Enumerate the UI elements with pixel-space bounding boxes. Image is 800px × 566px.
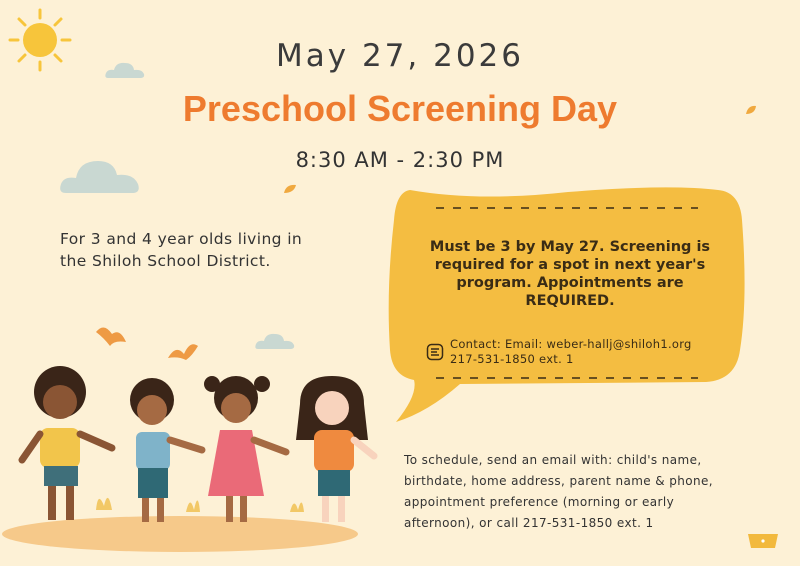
butterfly-icon — [168, 344, 198, 360]
bag-icon — [746, 530, 780, 550]
children-illustration — [0, 300, 390, 566]
eligibility-text: For 3 and 4 year olds living in the Shiloh School District. — [60, 230, 303, 270]
contact-phone: 217-531-1850 ext. 1 — [450, 352, 574, 366]
event-date: May 27, 2026 — [276, 38, 524, 74]
butterfly-icon — [96, 327, 126, 346]
schedule-text: To schedule, send an email with: child's name, birthdate, home address, parent name & phone, appointment preference (morning or early afternoon), or call 217-531-1850 ext. 1 — [404, 453, 714, 530]
contact-email: Contact: Email: weber-hallj@shiloh1.org — [450, 337, 692, 351]
notice-text: Must be 3 by May 27. Screening is required for a spot in next year's program. Appointments are REQUIRED. — [429, 239, 711, 309]
leaf-icon — [283, 183, 297, 195]
page-title: Preschool Screening Day — [182, 88, 618, 129]
contact-info — [450, 337, 740, 367]
child-figure — [204, 376, 286, 522]
event-time: 8:30 AM - 2:30 PM — [295, 148, 505, 172]
child-figure — [130, 378, 202, 522]
child-figure — [22, 366, 112, 520]
child-figure — [296, 376, 374, 522]
phone-icon — [426, 343, 444, 361]
